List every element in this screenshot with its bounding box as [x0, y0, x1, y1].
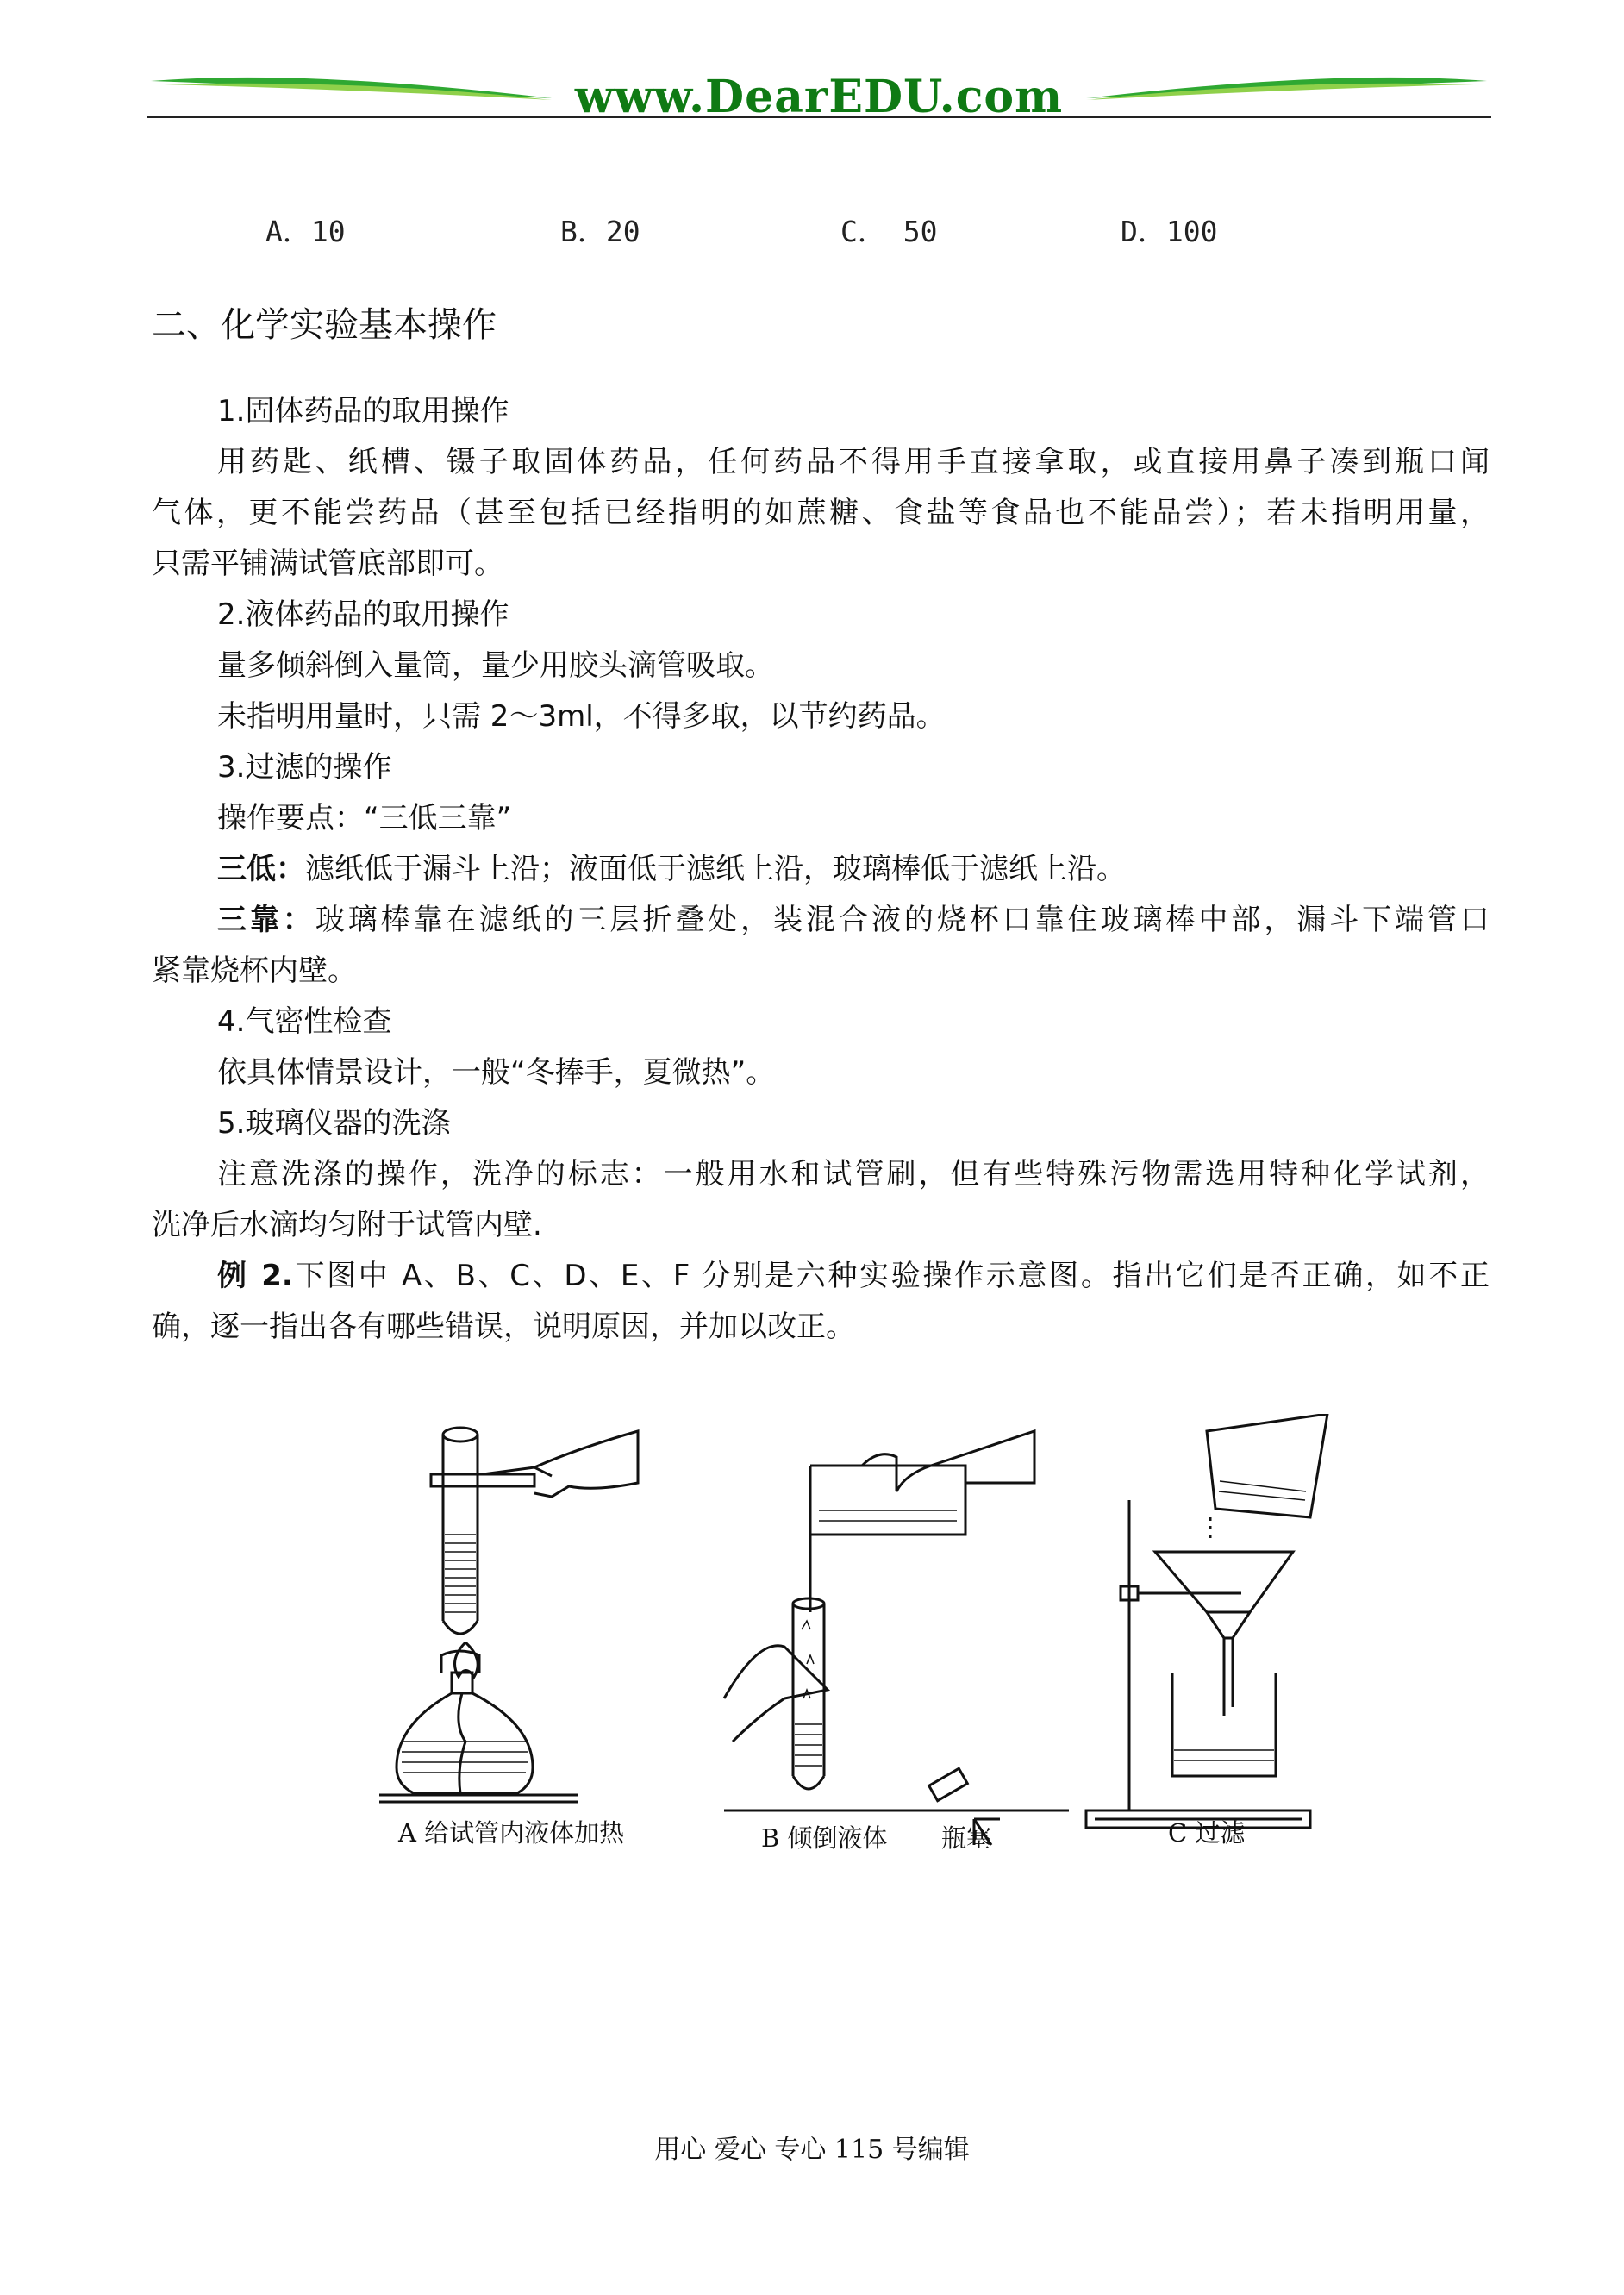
paragraph-line: 紧靠烧杯内壁。	[152, 954, 357, 988]
figure-a-heating	[379, 1428, 638, 1802]
paragraph-line: 依具体情景设计，一般“冬捧手，夏微热”。	[217, 1055, 776, 1090]
paragraph-line: 未指明用量时，只需 2～3ml，不得多取，以节约药品。	[217, 699, 946, 734]
item-heading: 5.玻璃仪器的洗涤	[217, 1106, 451, 1141]
experiment-figure	[379, 1414, 1379, 1862]
figure-c-filtration	[1086, 1414, 1327, 1828]
paragraph-line: 操作要点：“三低三靠”	[217, 801, 512, 835]
paragraph-line: 气体，更不能尝药品（甚至包括已经指明的如蔗糖、食盐等食品也不能品尝）；若未指明用量，	[152, 496, 1490, 530]
apparatus-drawings	[379, 1414, 1379, 1862]
three-lean-text: 玻璃棒靠在滤纸的三层折叠处，装混合液的烧杯口靠住玻璃棒中部，漏斗下端管口	[315, 903, 1490, 937]
paragraph-line	[217, 844, 1555, 895]
paragraph-line: 注意洗涤的操作，洗净的标志：一般用水和试管刷，但有些特殊污物需选用特种化学试剂，	[217, 1157, 1490, 1191]
option-c: C． 50	[840, 215, 938, 248]
caption-b: B 倾倒液体	[761, 1823, 888, 1853]
section-title: 二、化学实验基本操作	[152, 305, 497, 345]
option-a: A．10	[265, 215, 346, 248]
option-b: B．20	[560, 215, 640, 248]
paragraph-line: 洗净后水滴均匀附于试管内壁.	[152, 1208, 542, 1242]
example-text: 下图中 A、B、C、D、E、F 分别是六种实验操作示意图。指出它们是否正确，如不正	[292, 1259, 1490, 1293]
example-line	[217, 1251, 1490, 1302]
example-label: 例 2.	[217, 1259, 293, 1293]
caption-a: A 给试管内液体加热	[398, 1818, 625, 1848]
paragraph-line: 用药匙、纸槽、镊子取固体药品，任何药品不得用手直接拿取，或直接用鼻子凑到瓶口闻	[217, 445, 1490, 479]
site-logo-text: www.DearEDU.com	[574, 71, 1064, 123]
figure-b-pouring	[724, 1431, 1069, 1845]
example-line: 确，逐一指出各有哪些错误，说明原因，并加以改正。	[152, 1310, 855, 1344]
three-lean-label: 三靠：	[217, 903, 315, 937]
caption-stopper: 瓶塞	[941, 1823, 992, 1853]
item-heading: 1.固体药品的取用操作	[217, 394, 509, 428]
paragraph-line: 只需平铺满试管底部即可。	[152, 547, 503, 581]
option-d: D．100	[1121, 215, 1218, 248]
paragraph-line: 量多倾斜倒入量筒，量少用胶头滴管吸取。	[217, 648, 774, 683]
item-heading: 4.气密性检查	[217, 1004, 392, 1039]
item-heading: 2.液体药品的取用操作	[217, 597, 509, 632]
caption-c: C 过滤	[1168, 1818, 1246, 1848]
three-low-label: 三低：	[217, 852, 305, 886]
item-heading: 3.过滤的操作	[217, 750, 392, 785]
paragraph-line	[217, 895, 1490, 946]
page-footer: 用心 爱心 专心 115 号编辑	[654, 2135, 970, 2165]
header-banner	[147, 62, 1491, 131]
three-low-text: 滤纸低于漏斗上沿；液面低于滤纸上沿，玻璃棒低于滤纸上沿。	[305, 852, 1126, 886]
